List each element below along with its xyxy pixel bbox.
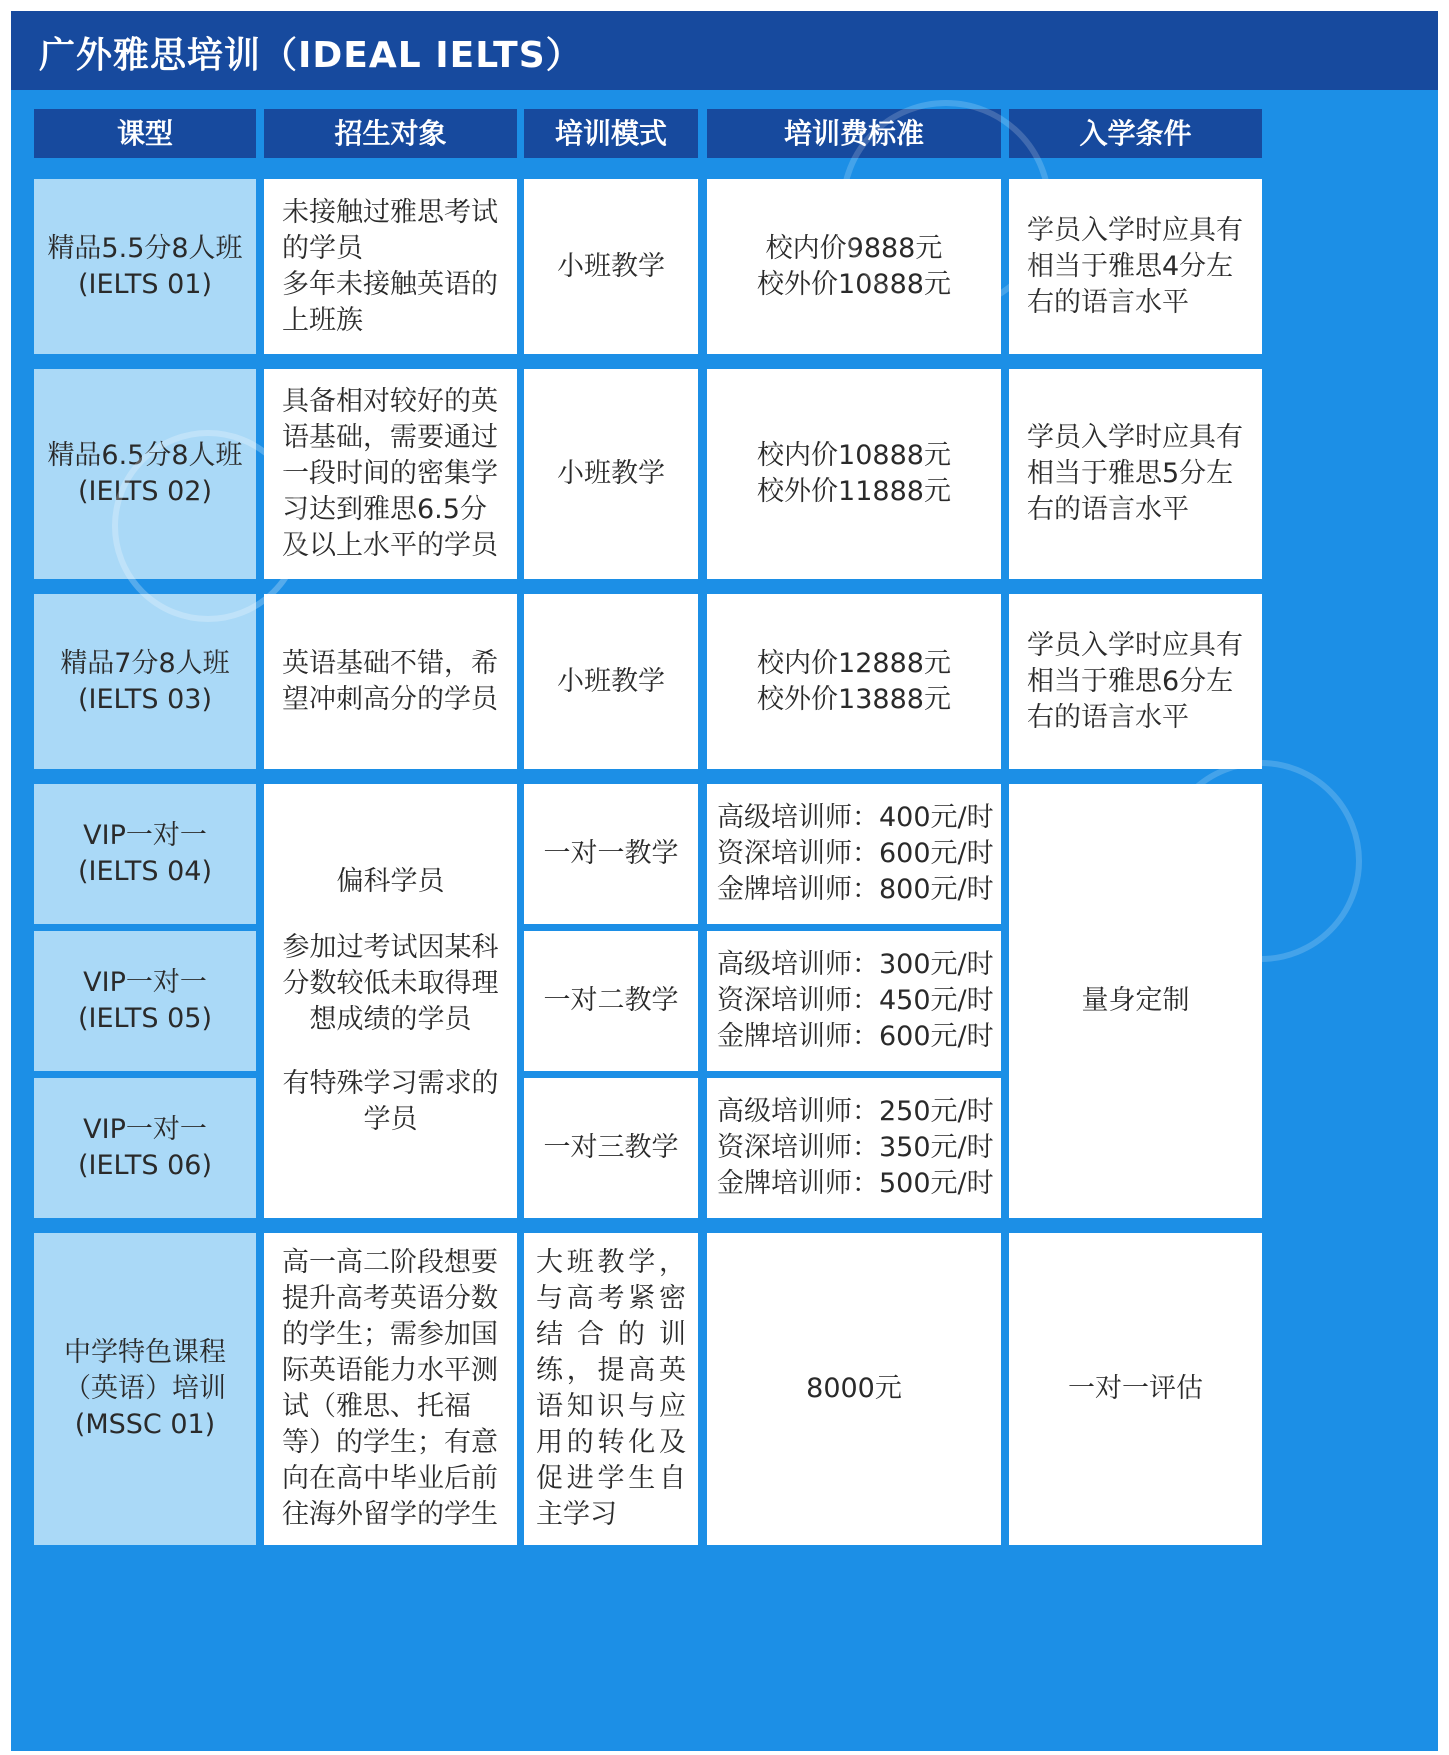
- target-line: 的学员: [282, 232, 363, 264]
- target-line: 往海外留学的学生: [282, 1499, 498, 1530]
- target-line: 多年未接触英语的: [282, 268, 498, 300]
- page-title: 广外雅思培训（IDEAL IELTS）: [39, 35, 583, 76]
- course-ielts-04: [34, 784, 256, 924]
- course-name: VIP一对一: [83, 820, 207, 851]
- target-line: 习达到雅思6.5分: [282, 494, 487, 525]
- course-name: 精品6.5分8人班: [47, 440, 243, 471]
- header-mode: [524, 109, 698, 158]
- course-code: (IELTS 05): [78, 1003, 212, 1034]
- target-line: 提升高考英语分数: [282, 1283, 498, 1314]
- target-vip: [264, 784, 517, 1218]
- fee-ielts-05: [707, 931, 1001, 1071]
- header-entry: [1009, 109, 1262, 158]
- target-line: 具备相对较好的英: [282, 386, 498, 417]
- fee-line: 校外价13888元: [757, 683, 951, 715]
- target-mssc-01: [264, 1233, 517, 1545]
- mode-text: 小班教学: [557, 250, 665, 282]
- course-ielts-02: [34, 369, 256, 579]
- entry-line: 相当于雅思5分左: [1027, 458, 1234, 489]
- target-line: 想成绩的学员: [309, 1004, 472, 1035]
- mode-line: 大班教学，: [536, 1247, 686, 1278]
- entry-line: 右的语言水平: [1027, 286, 1189, 318]
- mode-text: 一对一教学: [543, 838, 679, 869]
- course-code: (MSSC 01): [74, 1409, 216, 1440]
- target-line: 英语基础不错，希: [282, 647, 498, 679]
- course-name: 精品7分8人班: [60, 647, 230, 679]
- entry-text: 量身定制: [1081, 985, 1190, 1016]
- target-line: 高一高二阶段想要: [282, 1247, 498, 1278]
- target-line: 未接触过雅思考试: [282, 196, 498, 228]
- mode-ielts-06: [524, 1078, 698, 1218]
- course-code: (IELTS 02): [78, 476, 212, 507]
- target-line: 望冲刺高分的学员: [282, 683, 498, 715]
- entry-line: 相当于雅思4分左: [1027, 250, 1234, 282]
- header-label: 培训模式: [554, 116, 667, 150]
- course-ielts-01: [34, 179, 256, 354]
- entry-ielts-03: [1009, 594, 1262, 769]
- fee-line: 资深培训师：450元/时: [717, 985, 994, 1016]
- course-ielts-05: [34, 931, 256, 1071]
- target-ielts-01: [264, 179, 517, 354]
- mode-line: 促进学生自: [536, 1463, 686, 1494]
- course-code: (IELTS 06): [78, 1150, 212, 1181]
- target-line: 参加过考试因某科: [282, 932, 499, 963]
- course-code: (IELTS 01): [78, 268, 212, 300]
- header-label: 培训费标准: [783, 116, 924, 150]
- mode-mssc-01: [524, 1233, 698, 1545]
- course-name: 中学特色课程: [64, 1337, 226, 1368]
- course-name: （英语）培训: [64, 1373, 226, 1404]
- course-code: (IELTS 04): [78, 856, 212, 887]
- target-line: 语基础，需要通过: [282, 422, 498, 453]
- fee-line: 校外价11888元: [757, 476, 951, 507]
- header-fee: [707, 109, 1001, 158]
- fee-line: 金牌培训师：800元/时: [717, 874, 994, 905]
- course-name: VIP一对一: [83, 967, 207, 998]
- mode-line: 语知识与应: [536, 1391, 686, 1422]
- fee-line: 高级培训师：300元/时: [717, 949, 994, 980]
- fee-line: 校内价12888元: [757, 647, 951, 679]
- entry-line: 右的语言水平: [1027, 701, 1189, 733]
- fee-line: 高级培训师：400元/时: [717, 802, 994, 833]
- mode-text: 小班教学: [557, 458, 665, 489]
- mode-ielts-03: [524, 594, 698, 769]
- header-label: 入学条件: [1079, 116, 1192, 150]
- course-ielts-06: [34, 1078, 256, 1218]
- mode-line: 主学习: [536, 1499, 617, 1530]
- entry-line: 学员入学时应具有: [1027, 422, 1243, 453]
- mode-line: 用的转化及: [536, 1427, 686, 1458]
- title-bar: [11, 11, 1438, 90]
- target-line: 等）的学生；有意: [282, 1427, 498, 1458]
- fee-line: 资深培训师：600元/时: [717, 838, 994, 869]
- target-line: 及以上水平的学员: [282, 530, 498, 561]
- mode-line: 练，提高英: [536, 1355, 686, 1386]
- fee-line: 校内价10888元: [757, 440, 951, 471]
- fee-line: 金牌培训师：500元/时: [717, 1168, 994, 1199]
- entry-line: 学员入学时应具有: [1027, 214, 1243, 246]
- fee-ielts-02: [707, 369, 1001, 579]
- course-ielts-03: [34, 594, 256, 769]
- course-name: VIP一对一: [83, 1114, 207, 1145]
- mode-ielts-04: [524, 784, 698, 924]
- target-line: 有特殊学习需求的: [282, 1068, 499, 1099]
- fee-line: 资深培训师：350元/时: [717, 1132, 994, 1163]
- entry-line: 学员入学时应具有: [1027, 629, 1243, 661]
- target-line: 试（雅思、托福: [282, 1391, 471, 1422]
- fee-ielts-03: [707, 594, 1001, 769]
- mode-ielts-01: [524, 179, 698, 354]
- fee-line: 校内价9888元: [765, 232, 943, 264]
- target-ielts-03: [264, 594, 517, 769]
- target-line: 一段时间的密集学: [282, 458, 498, 489]
- entry-text: 一对一评估: [1068, 1373, 1203, 1404]
- mode-ielts-05: [524, 931, 698, 1071]
- target-line: 的学生；需参加国: [282, 1319, 498, 1350]
- fee-mssc-01: [707, 1233, 1001, 1545]
- header-label: 课型: [116, 116, 173, 150]
- fee-ielts-04: [707, 784, 1001, 924]
- header-label: 招生对象: [334, 116, 447, 150]
- target-line: 分数较低未取得理: [282, 968, 499, 999]
- entry-line: 相当于雅思6分左: [1027, 665, 1234, 697]
- target-line: 向在高中毕业后前: [282, 1463, 498, 1494]
- target-ielts-02: [264, 369, 517, 579]
- target-line: 偏科学员: [336, 866, 445, 897]
- course-code: (IELTS 03): [78, 683, 212, 715]
- fee-ielts-06: [707, 1078, 1001, 1218]
- course-mssc-01: [34, 1233, 256, 1545]
- target-line: 际英语能力水平测: [282, 1355, 498, 1386]
- fee-line: 校外价10888元: [757, 268, 951, 300]
- entry-line: 右的语言水平: [1027, 494, 1189, 525]
- entry-ielts-01: [1009, 179, 1262, 354]
- mode-text: 小班教学: [557, 665, 665, 697]
- target-line: 学员: [363, 1104, 418, 1135]
- target-line: 上班族: [282, 304, 363, 336]
- fee-text: 8000元: [806, 1373, 902, 1404]
- entry-ielts-02: [1009, 369, 1262, 579]
- header-target: [264, 109, 517, 158]
- mode-line: 结合的训: [536, 1319, 686, 1350]
- fee-ielts-01: [707, 179, 1001, 354]
- header-course-type: [34, 109, 256, 158]
- fee-line: 金牌培训师：600元/时: [717, 1021, 994, 1052]
- mode-line: 与高考紧密: [536, 1283, 686, 1314]
- entry-vip: [1009, 784, 1262, 1218]
- mode-text: 一对三教学: [543, 1132, 679, 1163]
- entry-mssc-01: [1009, 1233, 1262, 1545]
- course-name: 精品5.5分8人班: [47, 232, 243, 264]
- mode-text: 一对二教学: [543, 985, 679, 1016]
- mode-ielts-02: [524, 369, 698, 579]
- fee-line: 高级培训师：250元/时: [717, 1096, 994, 1127]
